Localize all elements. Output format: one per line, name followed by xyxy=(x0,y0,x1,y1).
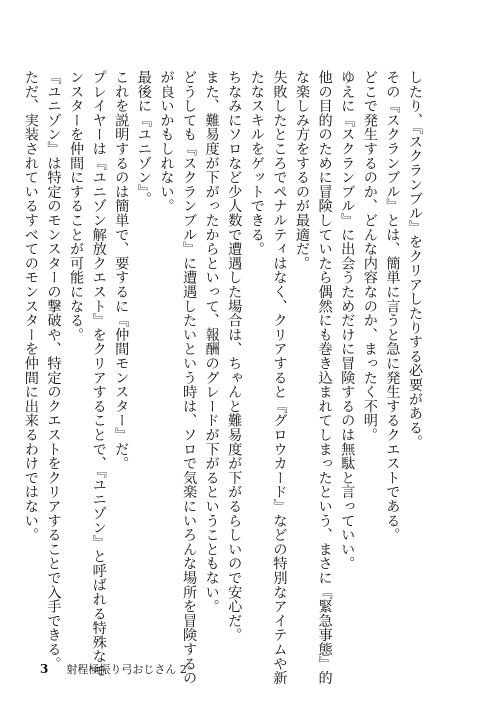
text-line: これを説明するのは簡単で、要するに『仲間モンスター』だ。 xyxy=(113,70,130,471)
text-line: 最後に『ユニゾン』。 xyxy=(135,70,152,206)
text-line: たなスキルをゲットできる。 xyxy=(248,70,265,256)
page-footer xyxy=(40,661,187,681)
text-line: 失敗したところでペナルティはなく、クリアすると『グロウカード』などの特別なアイテムや新 xyxy=(271,70,288,685)
text-line: が良いかもしれない。 xyxy=(158,70,175,213)
text-line: ゆえに『スクランブル』に出会うためだけに冒険するのは無駄と言っていい。 xyxy=(339,70,356,571)
page-number: 3 xyxy=(40,662,49,676)
text-line: な楽しみ方をするのが最適だ。 xyxy=(294,70,311,271)
book-title: 射程極振り弓おじさん 2 xyxy=(66,663,187,676)
text-line: 他の目的のために冒険していたら偶然にも巻き込まれてしまったという、まさに『緊急事態』的 xyxy=(316,70,333,685)
text-line: ただ、実装されているすべてのモンスターを仲間に出来るわけではない。 xyxy=(22,70,39,542)
text-line: ンスターを仲間にすることが可能になる。 xyxy=(68,70,85,342)
text-line: 『ユニゾン』は特定のモンスターの撃破や、特定のクエストをクリアすることで入手できる。 xyxy=(45,70,62,671)
text-line: プレイヤーは『ユニゾン解放クエスト』をクリアすることで、『ユニゾン』と呼ばれる特殊なモ xyxy=(90,70,107,678)
text-line: また、難易度が下がったからといって、報酬のグレードが下がるということもない。 xyxy=(203,70,220,614)
text-line: どこで発生するのか、どんな内容なのか、まったく不明。 xyxy=(361,70,378,442)
text-line: どうしても『スクランブル』に遭遇したいという時は、ソロで気楽にいろんな場所を冒険するの xyxy=(181,70,198,685)
text-line: その『スクランブル』とは、簡単に言うと急に発生するクエストである。 xyxy=(384,70,401,542)
text-line: したり、『スクランブル』をクリアしたりする必要がある。 xyxy=(407,70,423,449)
text-line: ちなみにソロなど少人数で遭遇した場合は、ちゃんと難易度が下がるらしいので安心だ。 xyxy=(226,70,243,642)
